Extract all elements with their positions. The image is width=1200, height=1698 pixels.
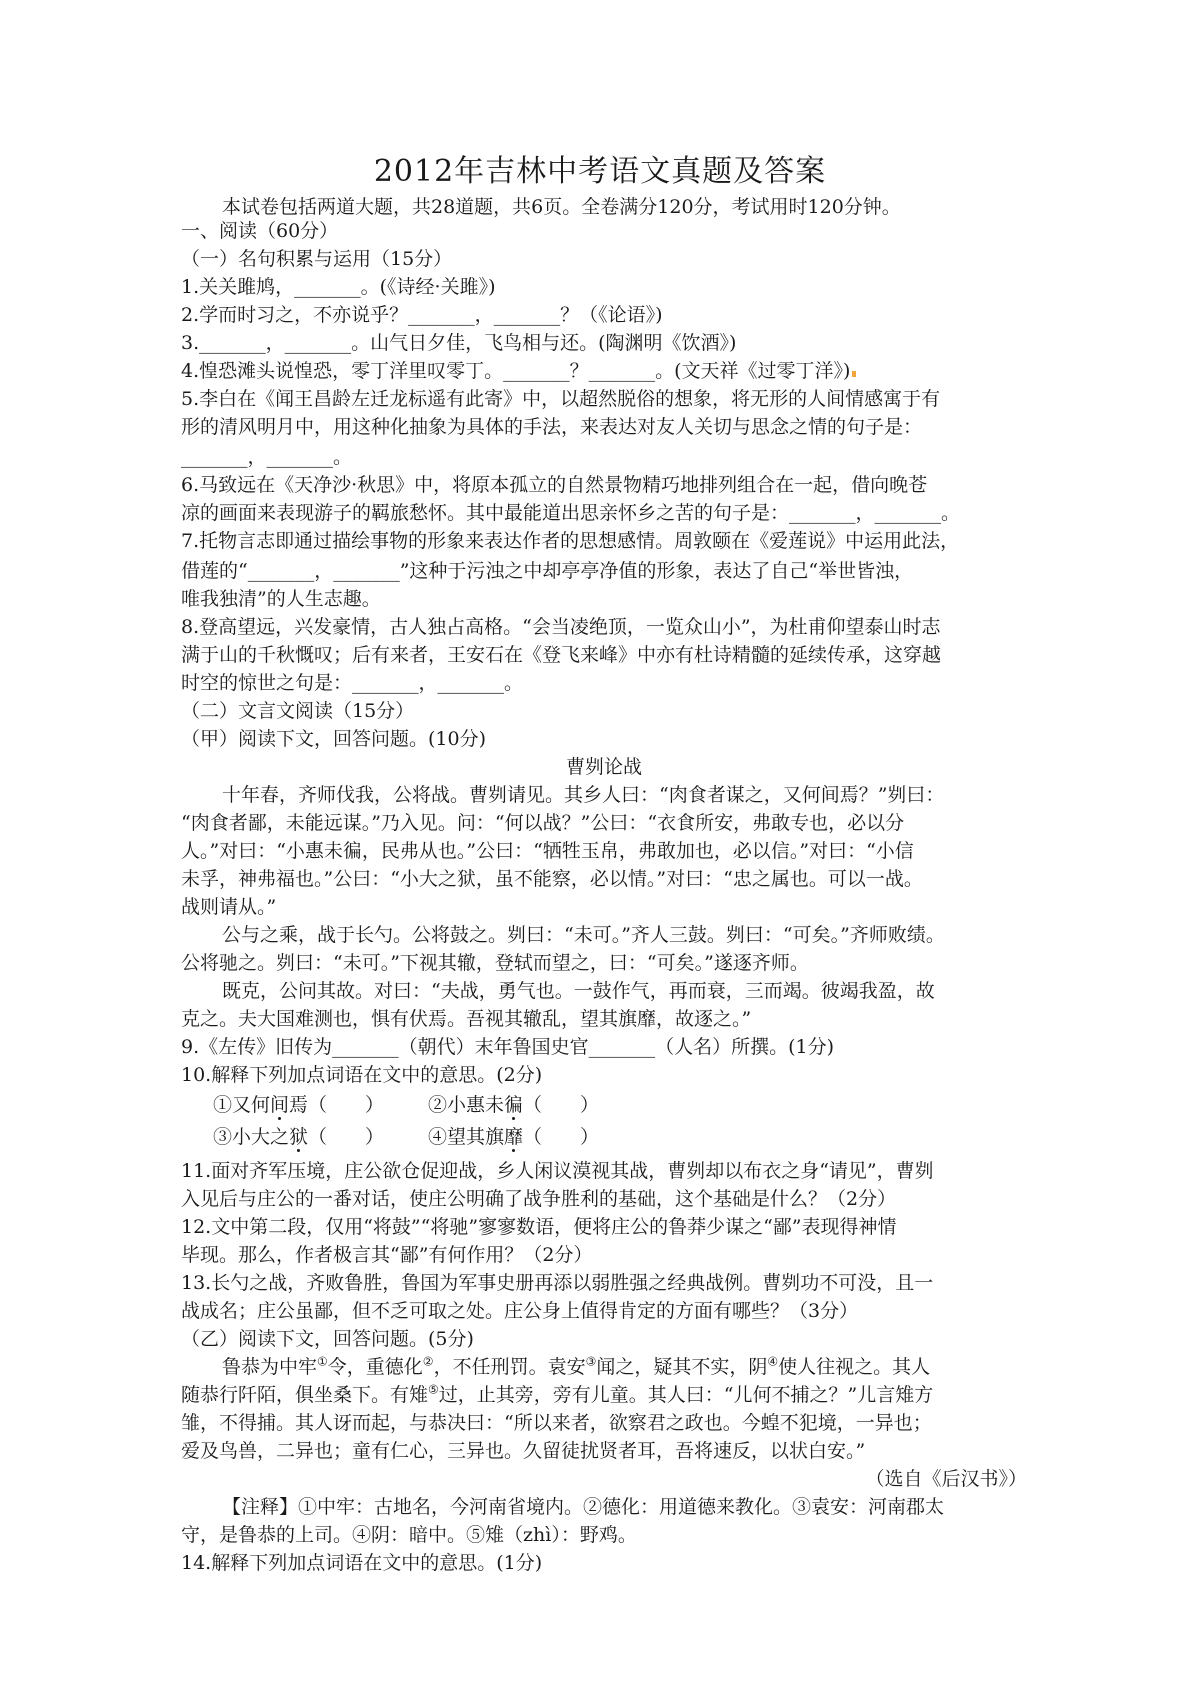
question-10-item-1 <box>213 1090 433 1120</box>
question-4 <box>181 356 1027 386</box>
question-8-line-1: 8.登高望远，兴发豪情，古人独占高格。“会当凌绝顶，一览众山小”，为杜甫仰望泰山时志 <box>181 616 941 638</box>
section2-heading: （二）文言文阅读（15分） <box>181 700 415 722</box>
question-12-line-2: 毕现。那么，作者极言其“鄙”有何作用？（2分） <box>181 1244 593 1266</box>
page-title: 2012年吉林中考语文真题及答案 <box>373 154 827 189</box>
question-4-text: 4.惶恐滩头说惶恐，零丁洋里叹零丁。_______？_______。(文天祥《过零丁洋》) <box>181 360 851 382</box>
passage-p1-line-5: 战则请从。” <box>181 896 277 918</box>
section1-heading: （一）名句积累与运用（15分） <box>181 248 453 270</box>
passage-b-line-4: 爱及鸟兽，二异也；童有仁心，三异也。久留徒扰贤者耳，吾将速反，以状白安。” <box>181 1440 866 1462</box>
part1-heading: 一、阅读（60分） <box>181 220 339 242</box>
source-citation: （选自《后汉书》） <box>865 1468 1027 1490</box>
text-run: ，不任刑罚。袁安 <box>433 1356 586 1378</box>
question-2: 2.学而时习之，不亦说乎？_______，_______？（《论语》) <box>181 304 663 326</box>
question-8-line-2: 满于山的千秋慨叹；后有来者，王安石在《登飞来峰》中亦有杜诗精髓的延续传承，这穿越 <box>181 644 942 666</box>
dotted-word: 间 <box>270 1094 290 1116</box>
passage-p1-line-4: 未孚，神弗福也。”公曰：“小大之狱，虽不能察，必以情。”对曰：“忠之属也。可以一战。 <box>181 868 923 890</box>
question-12-line-1: 12.文中第二段，仅用“将鼓”“将驰”寥寥数语，便将庄公的鲁莽少谋之“鄙”表现得神情 <box>181 1216 897 1238</box>
item-blank: （ ） <box>308 1126 385 1148</box>
question-13-line-2: 战成名；庄公虽鄙，但不乏可取之处。庄公身上值得肯定的方面有哪些？（3分） <box>181 1300 859 1322</box>
passage-p1-line-3: 人。”对曰：“小惠未徧，民弗从也。”公曰：“牺牲玉帛，弗敢加也，必以信。”对曰：“小信 <box>181 840 914 862</box>
dotted-word: 靡 <box>504 1126 524 1148</box>
passage-b-line-1 <box>222 1352 1027 1382</box>
item-text: ④望其旗 <box>428 1126 505 1148</box>
question-7-line-3: 唯我独清”的人生志趣。 <box>181 588 381 610</box>
item-blank: （ ） <box>523 1094 600 1116</box>
question-3: 3._______，_______。山气日夕佳，飞鸟相与还。(陶渊明《饮酒》) <box>181 332 737 354</box>
item-blank: （ ） <box>523 1126 600 1148</box>
section-a-heading: （甲）阅读下文，回答问题。(10分) <box>181 728 487 750</box>
passage-p3-line-1: 既克，公问其故。对曰：“夫战，勇气也。一鼓作气，再而衰，三而竭。彼竭我盈，故 <box>222 980 935 1002</box>
item-blank: 焉（ ） <box>289 1094 385 1116</box>
question-14: 14.解释下列加点词语在文中的意思。(1分) <box>181 1552 543 1574</box>
text-run: 过，止其旁，旁有儿童。其人曰：“儿何不捕之？”儿言雉方 <box>438 1384 934 1406</box>
intro-text: 本试卷包括两道大题，共28道题，共6页。全卷满分120分，考试用时120分钟。 <box>222 196 901 218</box>
highlight-mark <box>852 371 856 377</box>
question-7-line-2: 借莲的“_______，_______”这种于污浊之中却亭亭净值的形象，表达了自己“举世皆浊， <box>181 560 914 582</box>
question-6-line-2: 凉的画面来表现游子的羁旅愁怀。其中最能道出思亲怀乡之苦的句子是：_______，_______。 <box>181 502 961 524</box>
passage-p3-line-2: 克之。夫大国难测也，惧有伏焉。吾视其辙乱，望其旗靡，故逐之。” <box>181 1008 752 1030</box>
question-5-line-1: 5.李白在《闻王昌龄左迁龙标遥有此寄》中，以超然脱俗的想象，将无形的人间情感寓于有 <box>181 388 941 410</box>
notes-line-1: 【注释】①中牢：古地名，今河南省境内。②德化：用道德来教化。③袁安：河南郡太 <box>222 1496 945 1518</box>
question-13-line-1: 13.长勺之战，齐败鲁胜，鲁国为军事史册再添以弱胜强之经典战例。曹刿功不可没，且一 <box>181 1272 934 1294</box>
note-marker: ④ <box>767 1354 779 1369</box>
dotted-word: 狱 <box>289 1126 309 1148</box>
question-10-item-2 <box>428 1090 668 1120</box>
question-9: 9.《左传》旧传为_______（朝代）末年鲁国史官_______（人名）所撰。(1分) <box>181 1036 835 1058</box>
passage-b-line-2 <box>181 1380 1027 1410</box>
dotted-word: 徧 <box>504 1094 524 1116</box>
section-b-heading: （乙）阅读下文，回答问题。(5分) <box>181 1328 474 1350</box>
passage-p1-line-2: “肉食者鄙，未能远谋。”乃入见。问：“何以战？”公曰：“衣食所安，弗敢专也，必以分 <box>181 812 905 834</box>
question-6-line-1: 6.马致远在《天净沙·秋思》中，将原本孤立的自然景物精巧地排列组合在一起，借向晚苍 <box>181 474 928 496</box>
notes-line-2: 守，是鲁恭的上司。④阴：暗中。⑤雉（zhì）：野鸡。 <box>181 1524 637 1546</box>
question-5-line-3: _______，_______。 <box>181 446 353 468</box>
text-run: 随恭行阡陌，俱坐桑下。有雉 <box>181 1384 429 1406</box>
question-5-line-2: 形的清风明月中，用这种化抽象为具体的手法，来表达对友人关切与思念之情的句子是： <box>181 416 923 438</box>
passage-p2-line-2: 公将驰之。刿曰：“未可。”下视其辙，登轼而望之，曰：“可矣。”遂逐齐师。 <box>181 952 809 974</box>
passage-b-line-3: 雏，不得捕。其人讶而起，与恭决曰：“所以来者，欲察君之政也。今蝗不犯境，一异也； <box>181 1412 932 1434</box>
text-run: 鲁恭为中牢 <box>222 1356 318 1378</box>
item-text: ③小大之 <box>213 1126 290 1148</box>
question-8-line-3: 时空的惊世之句是：_______，_______。 <box>181 672 524 694</box>
text-run: 闻之，疑其不实，阴 <box>596 1356 768 1378</box>
note-marker: ⑤ <box>428 1382 439 1397</box>
question-11-line-1: 11.面对齐军压境，庄公欲仓促迎战，乡人闲议漠视其战，曹刿却以布衣之身“请见”，曹刿 <box>181 1160 934 1182</box>
text-run: 令，重德化 <box>327 1356 423 1378</box>
note-marker: ② <box>422 1354 434 1369</box>
text-run: 使人往视之。其人 <box>778 1356 931 1378</box>
passage-title: 曹刿论战 <box>565 756 642 778</box>
passage-p2-line-1: 公与之乘，战于长勺。公将鼓之。刿曰：“未可。”齐人三鼓。刿曰：“可矣。”齐师败绩。 <box>222 924 945 946</box>
item-text: ②小惠未 <box>428 1094 505 1116</box>
item-text: ①又何 <box>213 1094 271 1116</box>
question-7-line-1: 7.托物言志即通过描绘事物的形象来表达作者的思想感情。周敦颐在《爱莲说》中运用此法， <box>181 530 960 552</box>
note-marker: ① <box>317 1354 328 1369</box>
note-marker: ③ <box>585 1354 597 1369</box>
passage-p1-line-1: 十年春，齐师伐我，公将战。曹刿请见。其乡人曰：“肉食者谋之，又何间焉？”刿曰： <box>222 784 945 806</box>
question-10-item-4 <box>428 1122 668 1152</box>
question-10: 10.解释下列加点词语在文中的意思。(2分) <box>181 1064 543 1086</box>
question-1: 1.关关雎鸠，_______。(《诗经·关雎》) <box>181 276 496 298</box>
question-11-line-2: 入见后与庄公的一番对话，使庄公明确了战争胜利的基础，这个基础是什么？（2分） <box>181 1188 897 1210</box>
question-10-item-3 <box>213 1122 433 1152</box>
